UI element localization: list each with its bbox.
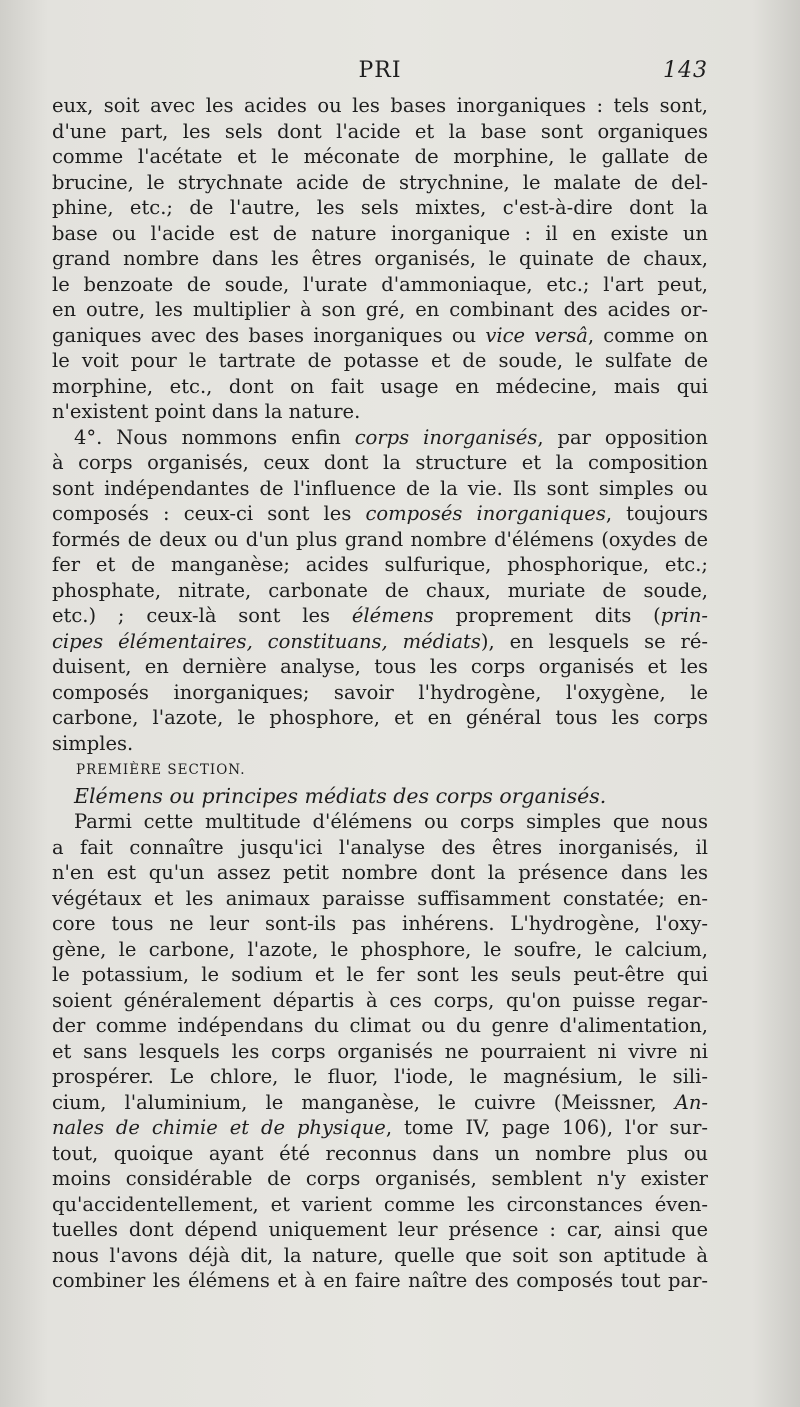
- text-line: [52, 603, 708, 629]
- text-line: combiner les élémens et à en faire naître des composés tout par-: [52, 1269, 708, 1292]
- text-line: prospérer. Le chlore, le fluor, l'iode, le magnésium, le sili-: [52, 1065, 708, 1088]
- text-line: sont indépendantes de l'influence de la vie. Ils sont simples ou: [52, 476, 708, 500]
- italic-span: vice versâ: [485, 323, 588, 347]
- text-line: gène, le carbone, l'azote, le phosphore, le soufre, le calcium,: [52, 937, 708, 961]
- text-line: le potassium, le sodium et le fer sont les seuls peut-être qui: [52, 963, 708, 986]
- text-line: n'existent point dans la nature.: [52, 400, 361, 423]
- running-head-title: PRI: [358, 58, 402, 83]
- text-line: core tous ne leur sont-ils pas inhérens. L'hydrogène, l'oxy-: [52, 912, 708, 935]
- text-line: en outre, les multiplier à son gré, en combinant des acides or-: [52, 298, 708, 321]
- text-line: formés de deux ou d'un plus grand nombre d'élémens (oxydes de: [52, 527, 708, 551]
- text-line: morphine, etc., dont on fait usage en médecine, mais qui: [52, 374, 708, 398]
- text-line: [52, 629, 708, 655]
- text-line: [52, 1090, 708, 1116]
- text-line: d'une part, les sels dont l'acide et la base sont organiques: [52, 119, 708, 143]
- text-line: comme l'acétate et le méconate de morphine, le gallate de: [52, 145, 708, 168]
- text-line: simples.: [52, 731, 134, 755]
- italic-span: nales de chimie et de physique: [52, 1116, 386, 1139]
- text-line: le voit pour le tartrate de potasse et de soude, le sulfate de: [52, 349, 708, 372]
- text-span: ), en lesquels se ré-: [480, 629, 708, 653]
- text-span: , tome IV, page 106), l'or sur-: [385, 1116, 708, 1139]
- running-head: [52, 58, 708, 86]
- text-line: base ou l'acide est de nature inorganique : il en existe un: [52, 221, 708, 245]
- text-line: à corps organisés, ceux dont la structure et la composition: [52, 451, 708, 474]
- text-line: duisent, en dernière analyse, tous les corps organisés et les: [52, 655, 708, 678]
- text-line: composés inorganiques; savoir l'hydrogène, l'oxygène, le: [52, 680, 708, 704]
- text-line: phosphate, nitrate, carbonate de chaux, muriate de soude,: [52, 578, 708, 602]
- text-line: nous l'avons déjà dit, la nature, quelle que soit son aptitude à: [52, 1243, 708, 1267]
- text-span: , toujours: [605, 502, 708, 525]
- text-line: fer et de manganèse; acides sulfurique, phosphorique, etc.;: [52, 553, 708, 576]
- text-line: Parmi cette multitude d'élémens ou corps simples que nous: [74, 810, 708, 833]
- italic-span: An-: [674, 1090, 708, 1114]
- text-line: brucine, le strychnate acide de strychnine, le malate de del-: [52, 170, 708, 194]
- italic-span: composés inorganiques: [365, 502, 606, 525]
- text-line: tout, quoique ayant été reconnus dans un nombre plus ou: [52, 1141, 708, 1165]
- italic-span: cipes élémentaires, constituans, médiats: [52, 629, 481, 653]
- text-span: composés : ceux-ci sont les: [52, 502, 352, 525]
- text-span: proprement dits (: [433, 604, 661, 627]
- text-line: et sans lesquels les corps organisés ne pourraient ni vivre ni: [52, 1039, 708, 1063]
- text-line: a fait connaître jusqu'ici l'analyse des êtres inorganisés, il: [52, 835, 708, 859]
- section-title: Elémens ou principes médiats des corps organisés.: [74, 784, 607, 808]
- text-line: der comme indépendans du climat ou du genre d'alimentation,: [52, 1014, 708, 1037]
- text-span: cium, l'aluminium, le manganèse, le cuivre (Meissner,: [52, 1090, 657, 1114]
- text-span: 4°. Nous nommons enfin: [74, 425, 341, 449]
- text-span: , par opposition: [537, 425, 708, 449]
- text-span: , comme on: [587, 323, 708, 347]
- text-line: n'en est qu'un assez petit nombre dont la présence dans les: [52, 861, 708, 884]
- text-line: tuelles dont dépend uniquement leur présence : car, ainsi que: [52, 1218, 708, 1241]
- italic-span: élémens: [351, 604, 434, 627]
- italic-span: prin-: [660, 604, 708, 627]
- text-line: [52, 1115, 708, 1141]
- text-span: etc.) ; ceux-là sont les: [52, 604, 331, 627]
- italic-span: corps inorganisés: [354, 425, 538, 449]
- text-line: le benzoate de soude, l'urate d'ammoniaque, etc.; l'art peut,: [52, 272, 708, 296]
- text-span: ganiques avec des bases inorganiques ou: [52, 323, 477, 347]
- body-text: [52, 93, 708, 1294]
- text-line: [52, 501, 708, 527]
- text-line: moins considérable de corps organisés, semblent n'y exister: [52, 1167, 708, 1190]
- text-line: soient généralement départis à ces corps, qu'on puisse regar-: [52, 988, 708, 1012]
- text-line: carbone, l'azote, le phosphore, et en général tous les corps: [52, 706, 708, 729]
- section-heading: PREMIÈRE SECTION.: [76, 762, 246, 778]
- text-line: phine, etc.; de l'autre, les sels mixtes, c'est-à-dire dont la: [52, 196, 708, 219]
- text-line: grand nombre dans les êtres organisés, le quinate de chaux,: [52, 247, 708, 270]
- text-line: eux, soit avec les acides ou les bases inorganiques : tels sont,: [52, 94, 708, 117]
- page-number: 143: [663, 58, 708, 83]
- text-line: végétaux et les animaux paraisse suffisamment constatée; en-: [52, 886, 708, 910]
- text-line: [52, 323, 708, 349]
- text-line: qu'accidentellement, et varient comme les circonstances éven-: [52, 1192, 708, 1216]
- text-line: [52, 425, 708, 451]
